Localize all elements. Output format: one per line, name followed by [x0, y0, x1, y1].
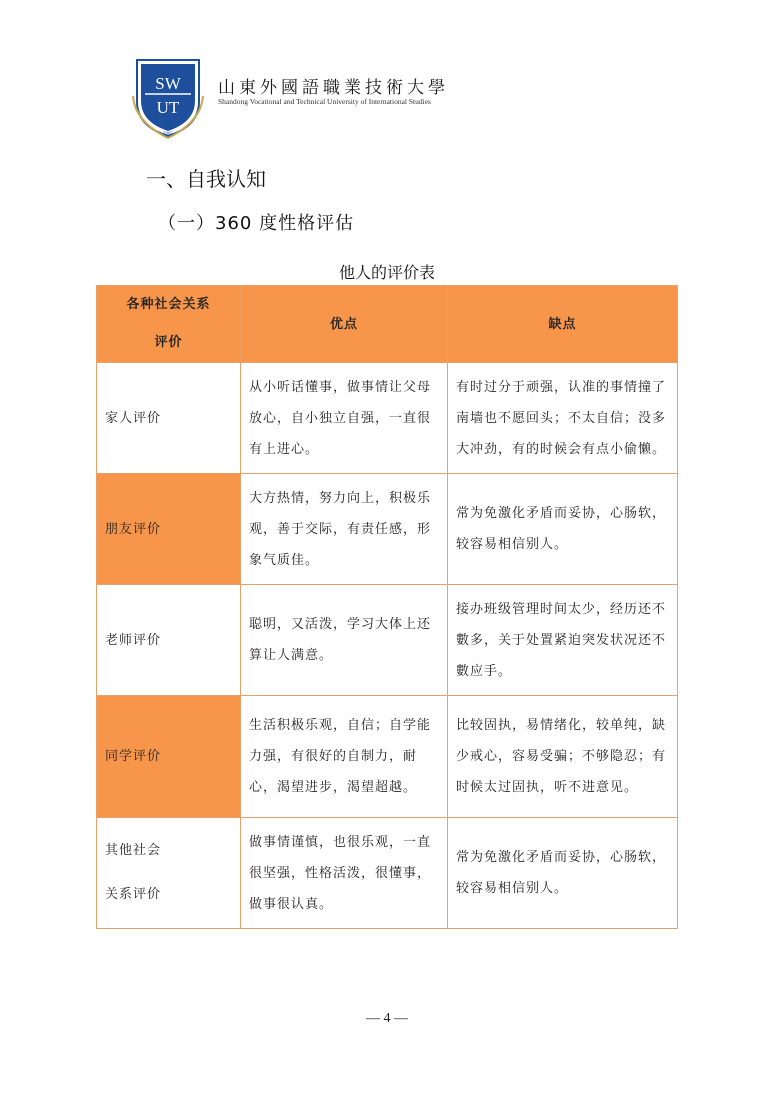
table-row	[97, 696, 678, 818]
section-subheading: （一）360 度性格评估	[158, 213, 355, 234]
weaknesses-cell: 常为免激化矛盾而妥协，心肠软，较容易相信别人。	[448, 474, 678, 585]
strengths-cell: 大方热情，努力向上，积极乐观，善于交际，有责任感，形象气质佳。	[241, 474, 448, 585]
column-header-relation	[97, 286, 241, 363]
weaknesses-cell: 接办班级管理时间太少，经历还不數多，关于处置紧迫突发状况还不數应手。	[448, 585, 678, 696]
school-name-en: Shandong Vocational and Technical University of International Studies	[218, 97, 431, 106]
strengths-cell: 做事情谨慎，也很乐观，一直很坚强，性格活泼，很懂事，做事很认真。	[241, 818, 448, 929]
school-name-cn: 山東外國語職業技術大學	[218, 78, 449, 98]
page-number: — 4 —	[366, 1011, 408, 1026]
weaknesses-cell: 比较固执，易情绪化，较单纯，缺少戒心，容易受骗；不够隐忍；有时候太过固执，听不进意见。	[448, 696, 678, 818]
column-header-strengths: 优点	[241, 286, 448, 363]
table-row	[97, 818, 678, 929]
logo-text-bottom: UT	[156, 98, 180, 117]
table-title: 他人的评价表	[338, 263, 435, 282]
relation-cell: 朋友评价	[97, 474, 241, 585]
column-header-relation-line2: 评价	[154, 335, 183, 350]
logo-text-top: SW	[155, 74, 181, 93]
relation-cell-line2: 关系评价	[105, 887, 162, 902]
university-logo	[131, 56, 205, 140]
column-header-relation-line1: 各种社会关系	[126, 297, 211, 312]
relation-cell: 家人评价	[97, 363, 241, 474]
table-row	[97, 474, 678, 585]
section-heading: 一、自我认知	[146, 167, 266, 191]
relation-cell-line1: 其他社会	[105, 843, 162, 858]
table-row	[97, 363, 678, 474]
weaknesses-cell: 有时过分于顽强，认准的事情撞了南墙也不愿回头；不太自信；没多大冲劲，有的时候会有点小偷懒。	[448, 363, 678, 474]
table-row	[97, 585, 678, 696]
column-header-weaknesses: 缺点	[448, 286, 678, 363]
table-header-row	[97, 286, 678, 363]
logo-year: 2005	[163, 132, 173, 137]
relation-cell: 同学评价	[97, 696, 241, 818]
relation-cell: 老师评价	[97, 585, 241, 696]
page-header	[131, 56, 451, 140]
relation-cell	[97, 818, 241, 929]
weaknesses-cell: 常为免激化矛盾而妥协，心肠软，较容易相信别人。	[448, 818, 678, 929]
strengths-cell: 聪明，又活泼，学习大体上还算让人满意。	[241, 585, 448, 696]
strengths-cell: 从小听话懂事，做事情让父母放心，自小独立自强，一直很有上进心。	[241, 363, 448, 474]
evaluation-table	[96, 285, 678, 929]
strengths-cell: 生活积极乐观，自信；自学能力强，有很好的自制力，耐心，渴望进步，渴望超越。	[241, 696, 448, 818]
